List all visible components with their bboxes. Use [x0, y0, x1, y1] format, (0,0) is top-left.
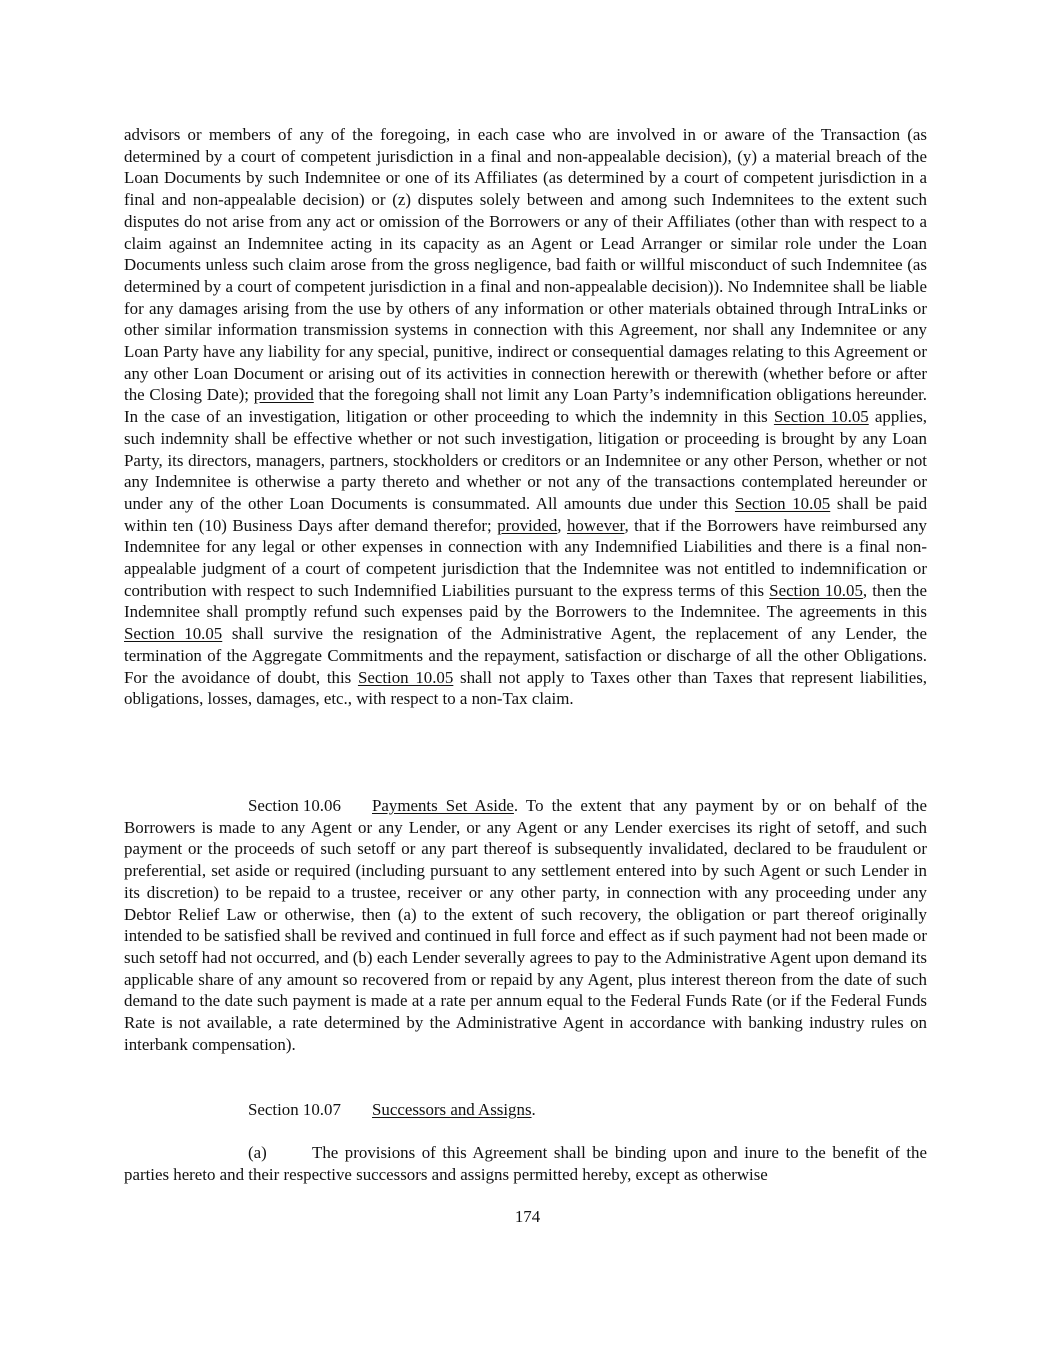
section-reference: Section 10.05 — [124, 624, 223, 644]
section-title: Successors and Assigns — [372, 1100, 532, 1119]
heading-section-10-07 — [124, 1099, 927, 1121]
section-reference: Section 10.05 — [734, 493, 831, 513]
underlined-term-provided: provided — [253, 385, 314, 405]
section-number: Section 10.07 — [248, 1100, 341, 1119]
paragraph-clause-a — [124, 1142, 927, 1185]
underlined-term-however: however — [566, 515, 625, 535]
text-segment: applies, such indemnity shall be effective whether or not such investigation, litigation or proceeding is brought by any Loan Party, its directors, managers, partners, stockholders or creditors or an Indemnitee or any other Person, whether or not any Indemnitee is otherwise a party thereto and whether or not any of the transactions contemplated hereunder or under any of the other Loan Documents is consummated. All amounts due under this — [124, 407, 927, 513]
page-number: 174 — [514, 1207, 541, 1226]
paragraph-section-10-06 — [124, 795, 927, 1055]
paragraph-indemnity-continuation — [124, 124, 927, 710]
text-segment: shall not apply to Taxes other than Taxes that represent liabilities, obligations, losses, damages, etc., with respect to a non-Tax claim. — [124, 667, 927, 709]
section-reference: Section 10.05 — [773, 407, 869, 427]
section-reference: Section 10.05 — [769, 580, 863, 600]
section-reference: Section 10.05 — [357, 667, 454, 687]
text-segment: that the foregoing shall not limit any Loan Party’s indemnification obligations hereunder. In the case of an investigation, litigation or other proceeding to which the indemnity in this — [124, 385, 927, 427]
clause-body: The provisions of this Agreement shall be binding upon and inure to the benefit of the parties hereto and their respective successors and assigns permitted hereby, except as otherwise — [124, 1143, 927, 1184]
text-segment: , then the Indemnitee shall promptly refund such expenses paid by the Borrowers to the Indemnitee. The agreements in this — [124, 580, 928, 622]
section-title-period: . — [531, 1100, 536, 1119]
text-segment: advisors or members of any of the foregoing, in each case who are involved in or aware of the Transaction (as determined by a court of competent jurisdiction in a final and non-appealable decision), (y) a material breach of the Loan Documents by such Indemnitee or one of its Affiliates (as determined by a court of competent jurisdiction in a final and non-appealable decision) or (z) disputes solely between and among such Indemnitees to the extent such disputes do not arise from any act or omission of the Borrowers or any of their Affiliates (other than with respect to a claim against an Indemnitee acting in its capacity as an Agent or Lead Arranger or similar role under the Loan Documents unless such claim arose from the gross negligence, bad faith or willful misconduct of such Indemnitee (as determined by a court of competent jurisdiction in a final and non-appealable decision)). No Indemnitee shall be liable for any damages arising from the use by others of any information or other materials obtained through IntraLinks or other similar information transmission systems in connection with this Agreement, nor shall any Indemnitee or any Loan Party have any liability for any special, punitive, indirect or consequential damages relating to this Agreement or any other Loan Document or arising out of its activities in connection herewith or therewith (whether before or after the Closing Date); — [124, 125, 927, 405]
text-segment: , — [557, 515, 567, 535]
underlined-term-provided: provided — [497, 515, 558, 535]
clause-label: (a) — [248, 1143, 267, 1162]
text-segment: shall be paid within ten (10) Business Days after demand therefor; — [124, 493, 928, 535]
text-segment: , that if the Borrowers have reimbursed any Indemnitee for any legal or other expenses in connection with any Indemnified Liabilities and there is a final non-appealable judgment of a court of competent jurisdiction that the Indemnitee was not entitled to indemnification or contribution with respect to such Indemnified Liabilities pursuant to the express terms of this — [124, 515, 927, 600]
section-title: Payments Set Aside — [372, 796, 514, 815]
section-number: Section 10.06 — [248, 796, 341, 815]
section-body: . To the extent that any payment by or on behalf of the Borrowers is made to any Agent or any Lender, or any Agent or any Lender exercises its right of setoff, and such payment or the proceeds of such setoff or any part thereof is subsequently invalidated, declared to be fraudulent or preferential, set aside or required (including pursuant to any settlement entered into by such Agent or such Lender in its discretion) to be repaid to a trustee, receiver or any other party, in connection with any proceeding under any Debtor Relief Law or otherwise, then (a) to the extent of such recovery, the obligation or part thereof originally intended to be satisfied shall be revived and continued in full force and effect as if such payment had not been made or such setoff had not occurred, and (b) each Lender severally agrees to pay to the Administrative Agent upon demand its applicable share of any amount so recovered from or repaid by any Agent, plus interest thereon from the date of such demand to the date such payment is made at a rate per annum equal to the Federal Funds Rate (or if the Federal Funds Rate is not available, a rate determined by the Administrative Agent in accordance with banking industry rules on interbank compensation). — [124, 796, 927, 1054]
text-segment: shall survive the resignation of the Administrative Agent, the replacement of any Lender, the termination of the Aggregate Commitments and the repayment, satisfaction or discharge of all the other Obligations. For the avoidance of doubt, this — [124, 624, 927, 687]
